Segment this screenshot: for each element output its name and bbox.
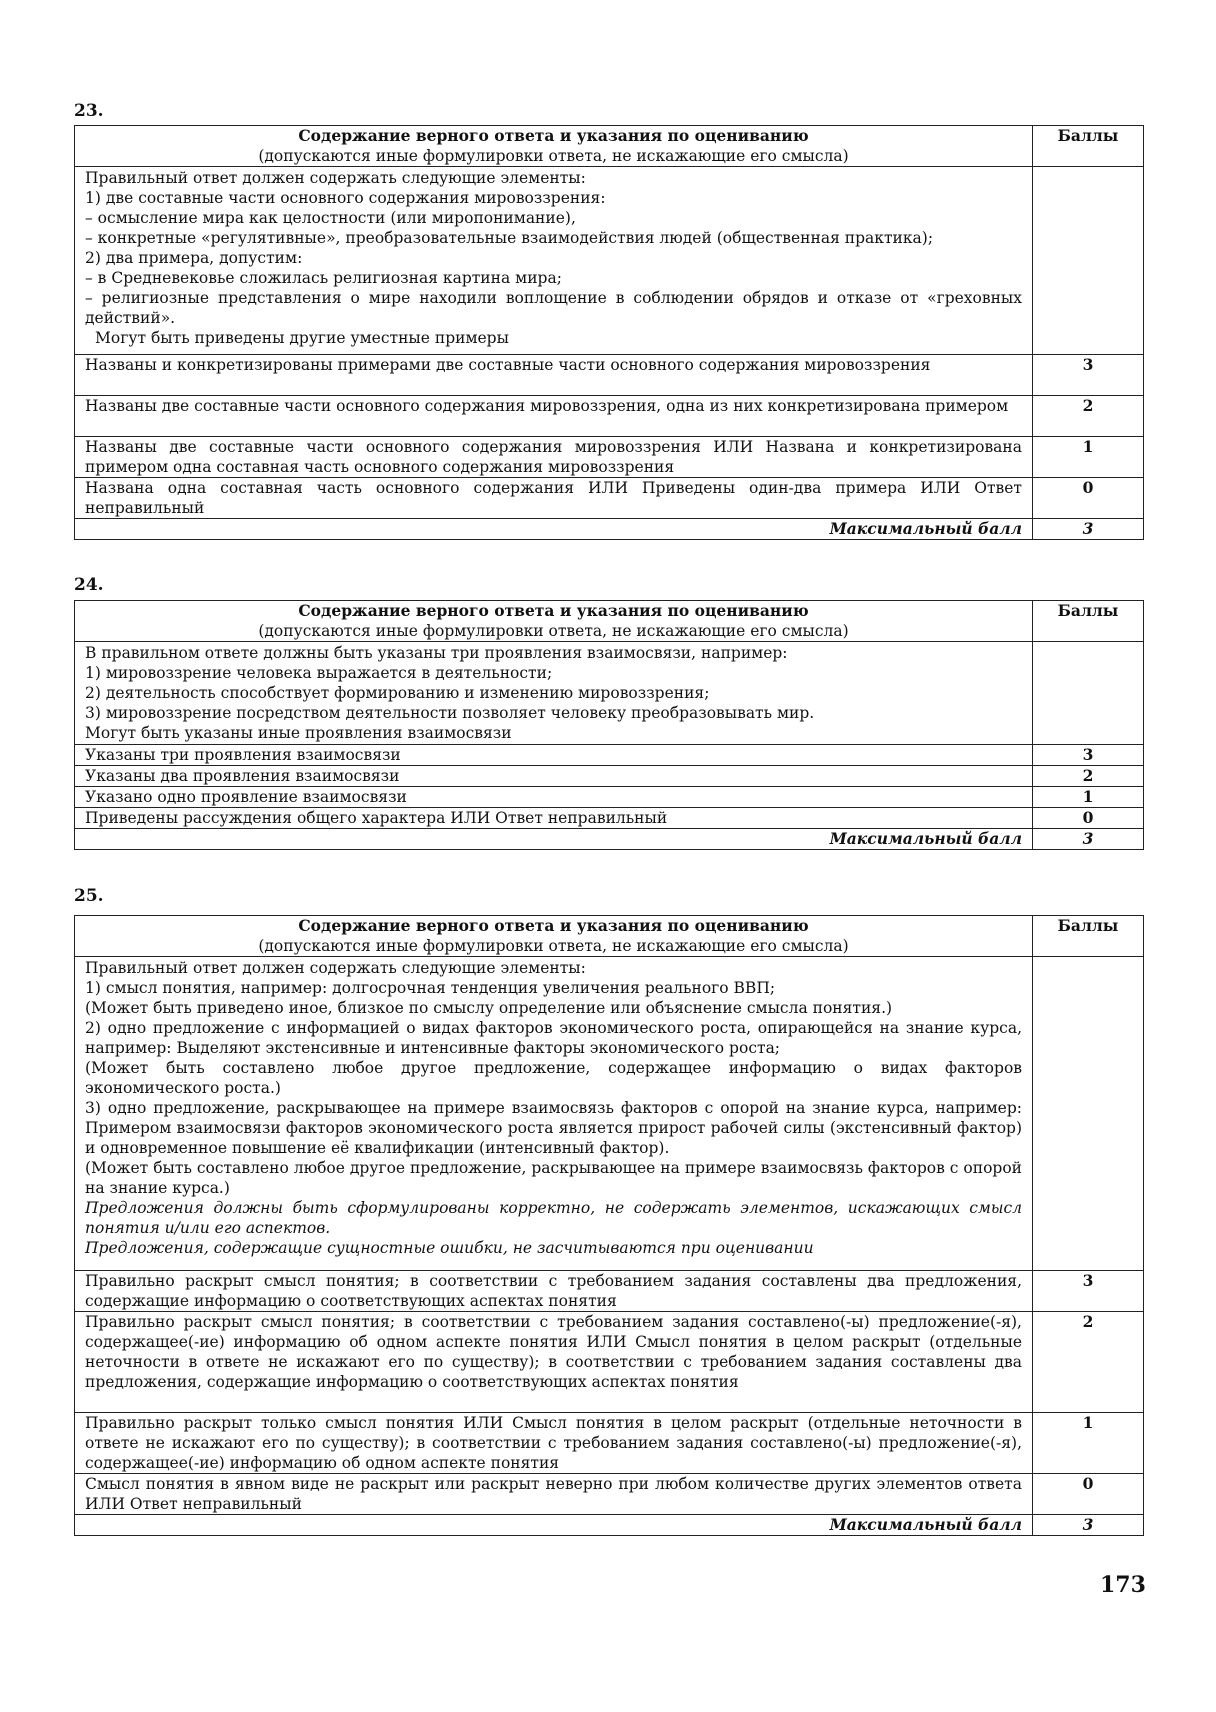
max-score-row <box>75 519 1144 540</box>
max-score-value: 3 <box>1033 519 1144 540</box>
header-text-cell <box>75 916 1033 957</box>
answer-line: 2) два примера, допустим: <box>85 249 303 267</box>
criterion-text: Приведены рассуждения общего характера ИЛИ Ответ неправильный <box>75 808 1033 829</box>
answer-score-cell <box>1033 957 1144 1271</box>
table-header-row <box>75 126 1144 167</box>
header-subtitle: (допускаются иные формулировки ответа, не искажающие его смысла) <box>258 147 849 165</box>
header-text-cell <box>75 601 1033 642</box>
criterion-score: 1 <box>1033 787 1144 808</box>
answer-line: 3) одно предложение, раскрывающее на примере взаимосвязь факторов с опорой на знание курса, например: Примером взаимосвязи факторов экономического роста является прирост рабочей силы (экстенсивный фактор) и одновременное повышение её квалификации (интенсивный фактор). <box>85 1099 1022 1157</box>
criterion-text: Указано одно проявление взаимосвязи <box>75 787 1033 808</box>
answer-line: 1) две составные части основного содержания мировоззрения: <box>85 189 606 207</box>
criterion-text: Названы и конкретизированы примерами две составные части основного содержания мировоззрения <box>75 355 1033 396</box>
answer-line: (Может быть приведено иное, близкое по смыслу определение или объяснение смысла понятия.) <box>85 999 893 1017</box>
answer-cell <box>75 167 1033 355</box>
header-text-cell <box>75 126 1033 167</box>
criterion-row <box>75 787 1144 808</box>
answer-line: 3) мировоззрение посредством деятельности позволяет человеку преобразовывать мир. <box>85 704 815 722</box>
answer-line: 2) деятельность способствует формированию и изменению мировоззрения; <box>85 684 710 702</box>
answer-line: Правильный ответ должен содержать следующие элементы: <box>85 959 586 977</box>
criterion-score: 0 <box>1033 1474 1144 1515</box>
criterion-row <box>75 1474 1144 1515</box>
max-score-label: Максимальный балл <box>75 519 1033 540</box>
task-25-table <box>74 915 1144 1536</box>
max-score-value: 3 <box>1033 829 1144 850</box>
header-subtitle: (допускаются иные формулировки ответа, не искажающие его смысла) <box>258 937 849 955</box>
criterion-text: Указаны три проявления взаимосвязи <box>75 745 1033 766</box>
answer-note: Предложения, содержащие сущностные ошибки, не засчитываются при оценивании <box>85 1239 814 1257</box>
answer-line: Могут быть указаны иные проявления взаимосвязи <box>85 724 512 742</box>
header-subtitle: (допускаются иные формулировки ответа, не искажающие его смысла) <box>258 622 849 640</box>
criterion-score: 0 <box>1033 478 1144 519</box>
answer-score-cell <box>1033 167 1144 355</box>
criterion-text: Правильно раскрыт смысл понятия; в соответствии с требованием задания составлено(-ы) предложение(-я), содержащее(-ие) информацию об одном аспекте понятия ИЛИ Смысл понятия в целом раскрыт (отдельные неточности в ответе не искажают его по существу); в соответствии с требованием задания составлены два предложения, содержащие информацию о соответствующих аспектах понятия <box>75 1312 1033 1413</box>
criterion-text: Правильно раскрыт только смысл понятия ИЛИ Смысл понятия в целом раскрыт (отдельные неточности в ответе не искажают его по существу); в соответствии с требованием задания составлено(-ы) предложение(-я), содержащее(-ие) информацию об одном аспекте понятия <box>75 1413 1033 1474</box>
header-score-cell: Баллы <box>1033 601 1144 642</box>
criterion-score: 1 <box>1033 1413 1144 1474</box>
criterion-text: Правильно раскрыт смысл понятия; в соответствии с требованием задания составлены два предложения, содержащие информацию о соответствующих аспектах понятия <box>75 1271 1033 1312</box>
max-score-label: Максимальный балл <box>75 829 1033 850</box>
answer-row <box>75 957 1144 1271</box>
criterion-score: 3 <box>1033 1271 1144 1312</box>
max-score-label: Максимальный балл <box>75 1515 1033 1536</box>
criterion-row <box>75 1413 1144 1474</box>
criterion-score: 1 <box>1033 437 1144 478</box>
answer-line: 1) мировоззрение человека выражается в деятельности; <box>85 664 553 682</box>
header-score-cell: Баллы <box>1033 916 1144 957</box>
criterion-score: 2 <box>1033 766 1144 787</box>
criterion-row <box>75 1312 1144 1413</box>
task-number-24: 24. <box>74 575 104 595</box>
answer-cell <box>75 642 1033 745</box>
criterion-score: 2 <box>1033 1312 1144 1413</box>
task-23-table <box>74 125 1144 540</box>
answer-line: – в Средневековье сложилась религиозная картина мира; <box>85 269 562 287</box>
criterion-text: Названы две составные части основного содержания мировоззрения ИЛИ Названа и конкретизирована примером одна составная часть основного содержания мировоззрения <box>75 437 1033 478</box>
table-header-row <box>75 601 1144 642</box>
task-number-25: 25. <box>74 886 104 906</box>
max-score-value: 3 <box>1033 1515 1144 1536</box>
task-number-23: 23. <box>74 101 104 121</box>
criterion-row <box>75 766 1144 787</box>
answer-row <box>75 167 1144 355</box>
task-24-table <box>74 600 1144 850</box>
header-score-cell: Баллы <box>1033 126 1144 167</box>
criterion-row <box>75 478 1144 519</box>
criterion-row <box>75 745 1144 766</box>
criterion-text: Смысл понятия в явном виде не раскрыт или раскрыт неверно при любом количестве других элементов ответа ИЛИ Ответ неправильный <box>75 1474 1033 1515</box>
criterion-row <box>75 396 1144 437</box>
max-score-row <box>75 829 1144 850</box>
page-number: 173 <box>1100 1572 1146 1598</box>
table-header-row <box>75 916 1144 957</box>
answer-cell <box>75 957 1033 1271</box>
answer-line: – осмысление мира как целостности (или миропонимание), <box>85 209 576 227</box>
answer-line: В правильном ответе должны быть указаны три проявления взаимосвязи, например: <box>85 644 788 662</box>
criterion-text: Названы две составные части основного содержания мировоззрения, одна из них конкретизирована примером <box>75 396 1033 437</box>
header-title: Содержание верного ответа и указания по оцениванию <box>298 601 809 620</box>
answer-line: (Может быть составлено любое другое предложение, раскрывающее на примере взаимосвязь факторов с опорой на знание курса.) <box>85 1159 1022 1197</box>
criterion-row <box>75 1271 1144 1312</box>
answer-line: (Может быть составлено любое другое предложение, содержащее информацию о видах факторов экономического роста.) <box>85 1059 1022 1097</box>
answer-line: 2) одно предложение с информацией о видах факторов экономического роста, опирающейся на знание курса, например: Выделяют экстенсивные и интенсивные факторы экономического роста; <box>85 1019 1022 1057</box>
answer-line: Правильный ответ должен содержать следующие элементы: <box>85 169 586 187</box>
header-title: Содержание верного ответа и указания по оцениванию <box>298 916 809 935</box>
criterion-row <box>75 355 1144 396</box>
header-title: Содержание верного ответа и указания по оцениванию <box>298 126 809 145</box>
criterion-row <box>75 437 1144 478</box>
criterion-score: 0 <box>1033 808 1144 829</box>
criterion-text: Названа одна составная часть основного содержания ИЛИ Приведены один-два примера ИЛИ Ответ неправильный <box>75 478 1033 519</box>
answer-line: – религиозные представления о мире находили воплощение в соблюдении обрядов и отказе от «греховных действий». <box>85 289 1022 327</box>
answer-line: Могут быть приведены другие уместные примеры <box>95 329 509 347</box>
answer-score-cell <box>1033 642 1144 745</box>
criterion-text: Указаны два проявления взаимосвязи <box>75 766 1033 787</box>
criterion-score: 3 <box>1033 355 1144 396</box>
criterion-score: 2 <box>1033 396 1144 437</box>
answer-line: 1) смысл понятия, например: долгосрочная тенденция увеличения реального ВВП; <box>85 979 776 997</box>
criterion-score: 3 <box>1033 745 1144 766</box>
criterion-row <box>75 808 1144 829</box>
answer-line: – конкретные «регулятивные», преобразовательные взаимодействия людей (общественная практика); <box>85 229 934 247</box>
answer-note: Предложения должны быть сформулированы корректно, не содержать элементов, искажающих смысл понятия и/или его аспектов. <box>85 1199 1022 1237</box>
max-score-row <box>75 1515 1144 1536</box>
answer-row <box>75 642 1144 745</box>
